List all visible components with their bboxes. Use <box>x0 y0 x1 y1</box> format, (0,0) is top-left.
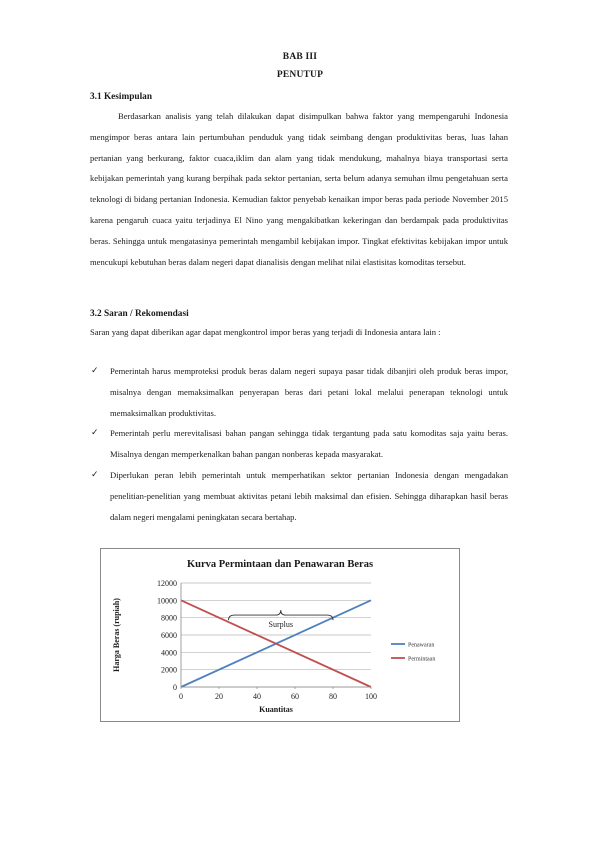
legend-entry: Permintaan <box>408 656 436 663</box>
y-tick-label: 10000 <box>157 596 177 606</box>
x-tick-label: 60 <box>291 692 299 701</box>
legend-entry: Penawaran <box>408 642 435 649</box>
y-tick-label: 8000 <box>161 613 177 623</box>
chart-grid <box>181 583 371 687</box>
conclusion-paragraph: Berdasarkan analisis yang telah dilakukan dapat disimpulkan bahwa faktor yang mempengaruhi Indonesia mengimpor beras antara lain pertumbuhan penduduk yang tidak seimbang dengan produktivitas beras, luas lahan pertanian yang berkurang, faktor cuaca,iklim dan alam yang tidak mendukung, mahalnya biaya transportasi serta kebijakan pemerintah yang kurang berpihak pada sektor pertanian, serta belum adanya semuhan ilmu pengetahuan serta teknologi di bidang pertanian Indonesia. Kemudian faktor penyebab kenaikan impor beras pada periode November 2015 karena pengaruh cuaca yaitu terjadinya El Nino yang mengakibatkan kekeringan dan berdampak pada produktivitas beras. Sehingga untuk mengatasinya pemerintah mengambil kebijakan impor. Tingkat efektivitas kebijakan impor untuk mencukupi kebutuhan beras dalam negeri dapat dianalisis dengan melihat nilai elastisitas komoditas tersebut. <box>90 111 508 267</box>
y-tick-label: 2000 <box>161 665 177 675</box>
list-item <box>90 423 508 465</box>
section-heading-conclusion: 3.1 Kesimpulan <box>90 92 152 102</box>
chart-title: Kurva Permintaan dan Penawaran Beras <box>186 559 374 570</box>
chart-canvas <box>101 549 459 721</box>
checkmark-icon: ✓ <box>91 428 99 439</box>
y-axis-label: Harga Beras (rupiah) <box>112 598 121 672</box>
recommendation-intro: Saran yang dapat diberikan agar dapat mengkontrol impor beras yang terjadi di Indonesia antara lain : <box>90 327 441 337</box>
x-tick-label: 20 <box>215 692 223 701</box>
y-tick-label: 6000 <box>161 631 177 640</box>
y-tick-label: 0 <box>173 683 177 692</box>
list-item-text: Diperlukan peran lebih pemerintah untuk memperhatikan sektor pertanian Indonesia dengan mengadakan penelitian-penelitian yang membuat aktivitas petani lebih maksimal dan efisien. Sehingga diharapkan hasil beras dalam negeri mengalami peningkatan secara bertahap. <box>110 469 508 522</box>
y-tick-label: 4000 <box>161 648 177 658</box>
list-item <box>90 361 508 423</box>
chapter-subtitle: PENUTUP <box>276 70 324 80</box>
recommendation-list <box>90 361 508 527</box>
checkmark-icon: ✓ <box>91 366 99 376</box>
x-axis-label: Kuantitas <box>259 705 293 714</box>
supply-demand-chart <box>100 548 460 722</box>
chart-series <box>181 600 371 687</box>
list-item-text: Pemerintah harus memproteksi produk beras dalam negeri supaya pasar tidak dibanjiri oleh produk beras impor, misalnya dengan memaksimalkan penyerapan beras dari petani lokal melalui penerapan teknologi untuk memaksimalkan produktivitas. <box>110 366 508 418</box>
x-tick-label: 80 <box>329 692 337 701</box>
annotation-label: Surplus <box>268 620 293 630</box>
list-item-text: Pemerintah perlu merevitalisasi bahan pangan sehingga tidak tergantung pada satu komoditas saja yaitu beras. Misalnya dengan memperkenalkan bahan pangan nonberas kepada masyarakat. <box>110 428 508 460</box>
chapter-title: BAB III <box>282 52 318 62</box>
chart-axes <box>112 579 377 714</box>
chart-annotation <box>229 610 334 629</box>
x-tick-label: 100 <box>365 692 377 701</box>
x-tick-label: 0 <box>179 692 183 701</box>
checkmark-icon: ✓ <box>91 469 99 480</box>
chart-legend <box>391 643 435 663</box>
x-tick-label: 40 <box>253 692 261 701</box>
section-heading-recommendation: 3.2 Saran / Rekomendasi <box>90 309 189 319</box>
surplus-brace <box>229 610 334 620</box>
y-tick-label: 12000 <box>157 579 177 588</box>
list-item <box>90 465 508 527</box>
